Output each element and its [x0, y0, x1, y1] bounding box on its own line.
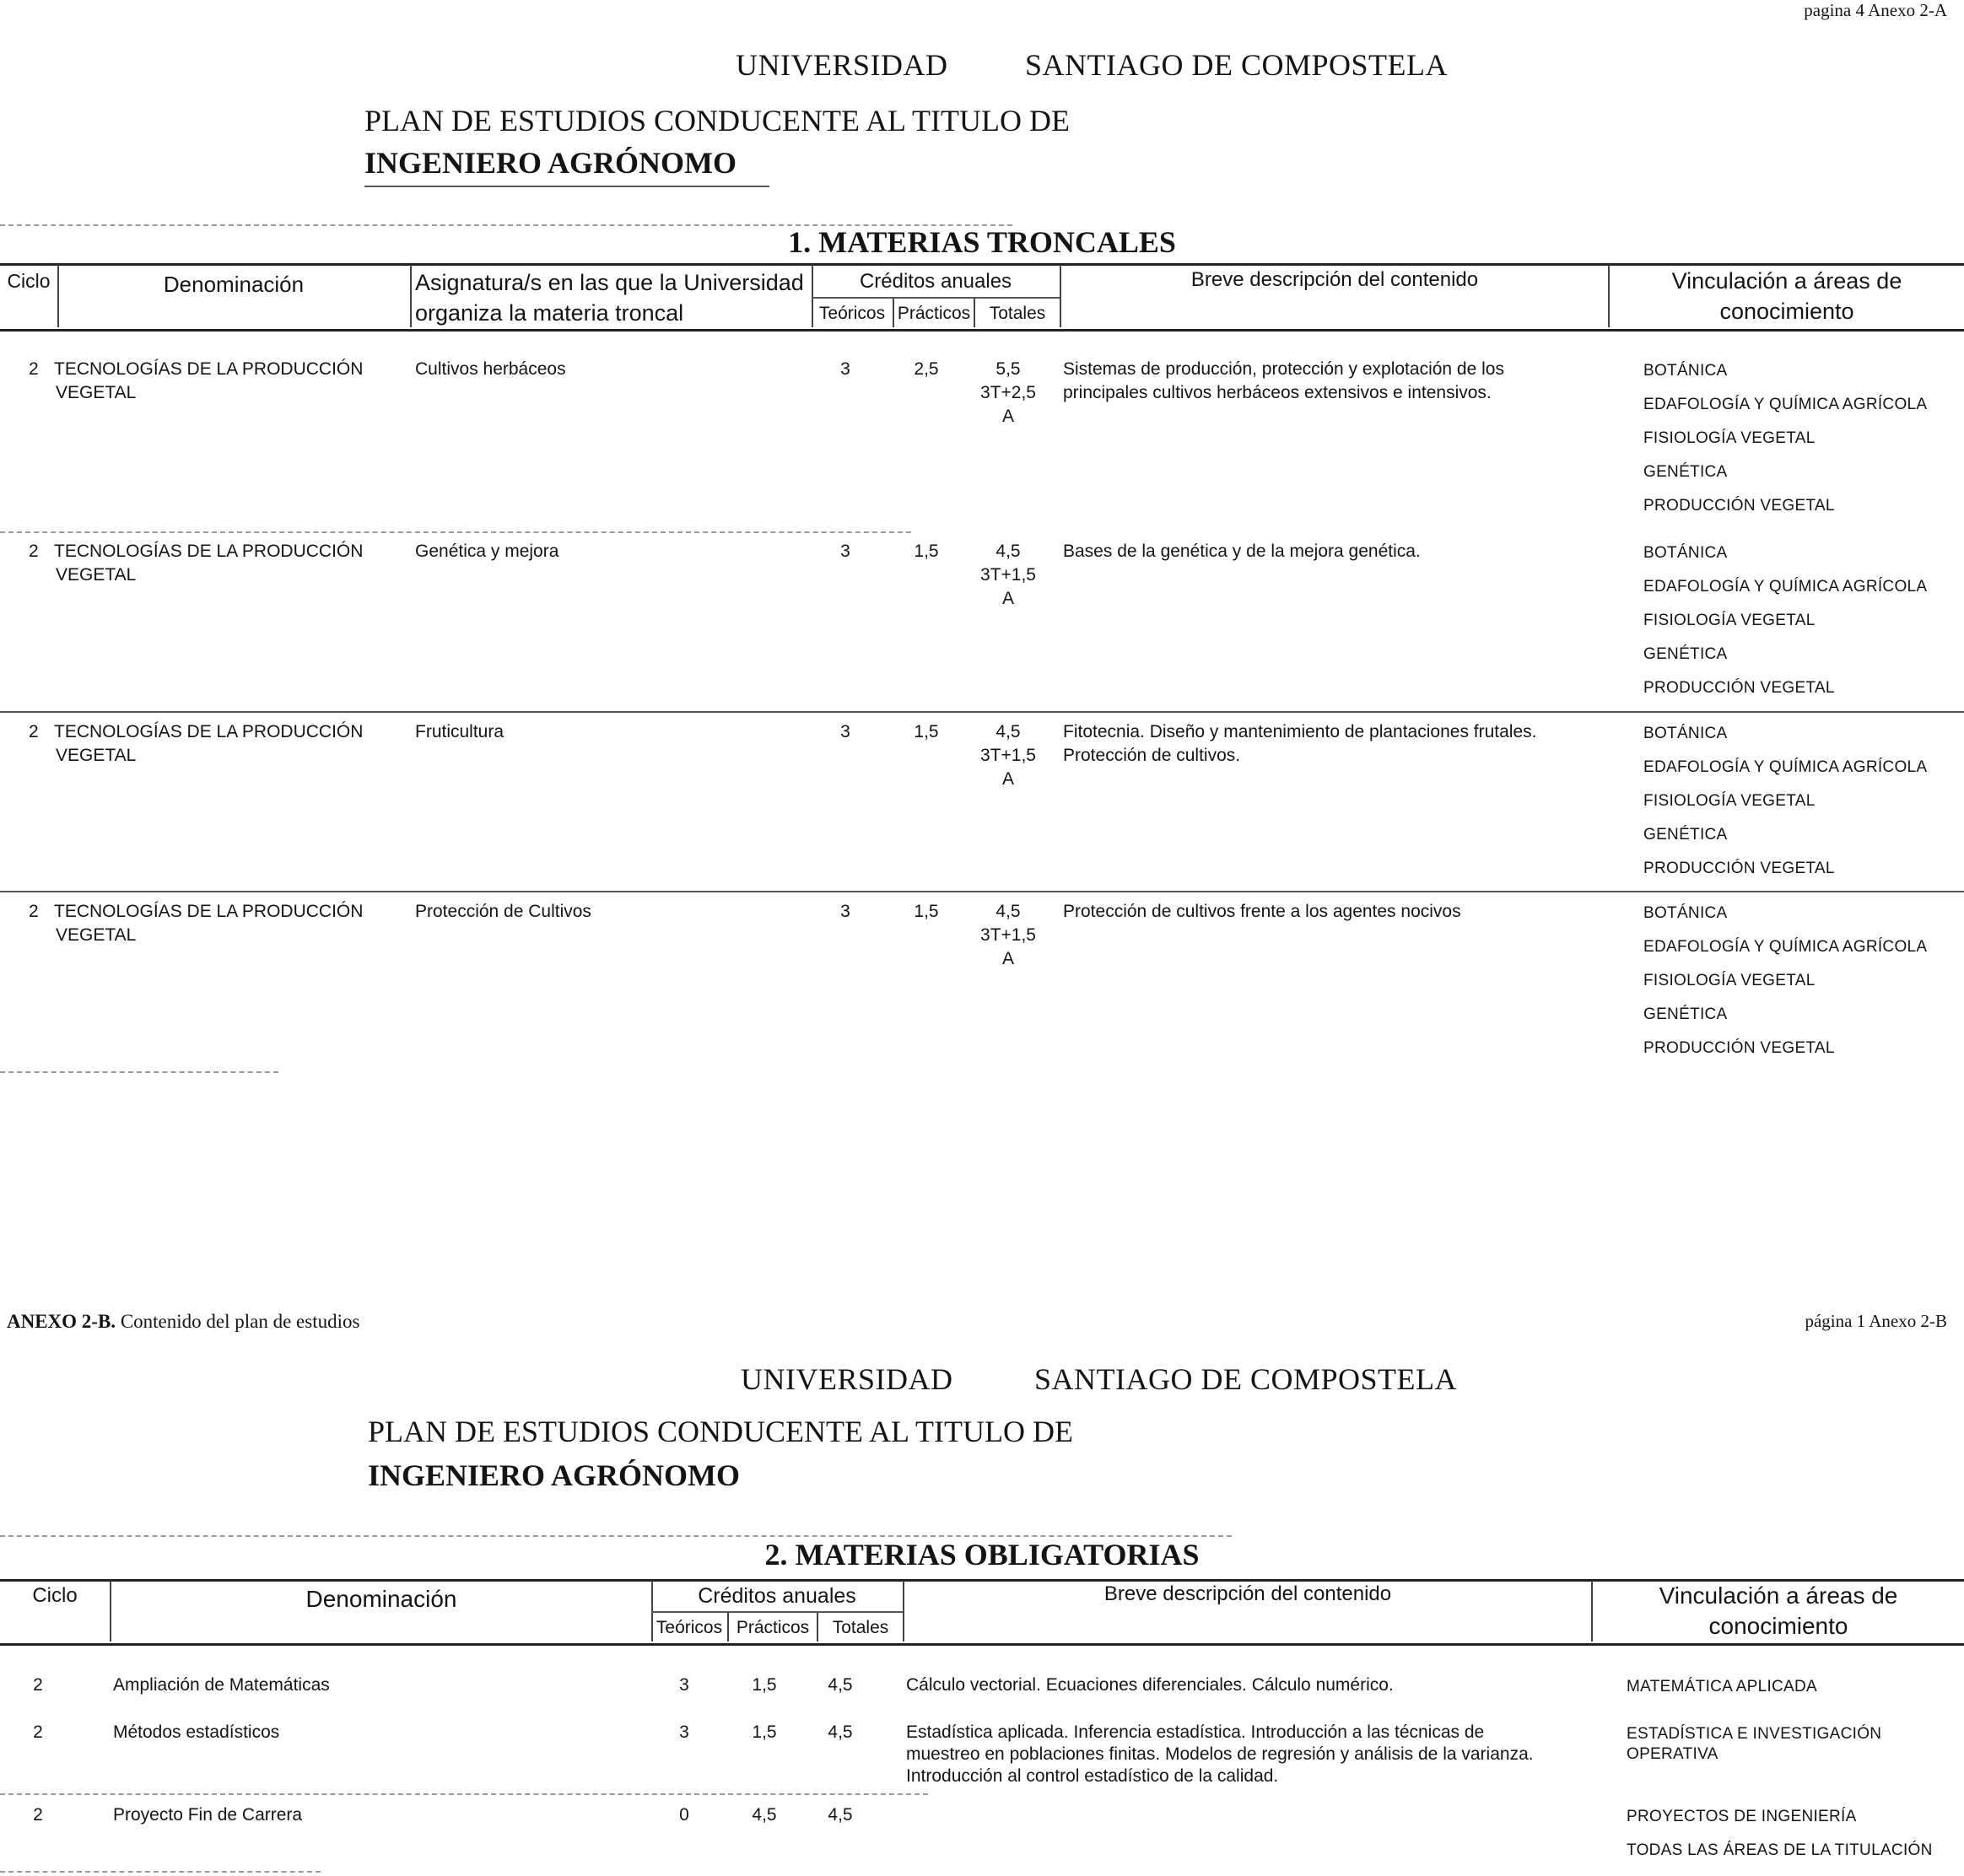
header-asignatura-line2: organiza la materia troncal [415, 300, 684, 326]
cell-area-line1: ESTADÍSTICA E INVESTIGACIÓN [1627, 1725, 1882, 1743]
cell-practicos: 2,5 [914, 359, 939, 379]
cell-ciclo: 2 [33, 1805, 43, 1825]
cell-ciclo: 2 [29, 359, 39, 379]
areas-list [1643, 545, 1927, 714]
cell-teoricos: 3 [840, 359, 850, 379]
cell-area-line1: PROYECTOS DE INGENIERÍA [1627, 1808, 1857, 1825]
cell-totales-line3: A [1001, 407, 1014, 426]
areas-list [1643, 725, 1927, 894]
header-vinculacion-line1: Vinculación a áreas de [1671, 268, 1902, 294]
cell-descripcion-line1: Sistemas de producción, protección y explotación de los [1063, 359, 1504, 379]
area-item: GENÉTICA [1643, 645, 1728, 663]
cell-teoricos: 3 [679, 1675, 689, 1695]
cell-teoricos: 3 [679, 1722, 689, 1742]
row-divider [0, 891, 1964, 892]
header-descripcion: Breve descripción del contenido [1190, 268, 1479, 291]
row-divider [0, 1793, 928, 1795]
cell-totales-line3: A [1001, 769, 1014, 789]
cell-denominacion-line1: TECNOLOGÍAS DE LA PRODUCCIÓN [54, 902, 364, 921]
area-item: BOTÁNICA [1643, 904, 1728, 922]
cell-teoricos: 3 [840, 902, 850, 921]
cell-totales-line1: 4,5 [995, 902, 1021, 921]
area-item: EDAFOLOGÍA Y QUÍMICA AGRÍCOLA [1643, 938, 1928, 956]
cell-descripcion-line1: Fitotecnia. Diseño y mantenimiento de plantaciones frutales. [1063, 722, 1537, 741]
areas-list [1643, 905, 1927, 1074]
cell-practicos: 1,5 [914, 542, 939, 561]
cell-teoricos: 0 [679, 1805, 689, 1825]
cell-area-line1: MATEMÁTICA APLICADA [1627, 1678, 1818, 1695]
header-creditos: Créditos anuales [698, 1584, 856, 1608]
cell-totales-line2: 3T+1,5 [980, 746, 1036, 765]
row-divider [0, 711, 1964, 713]
header-vinculacion-line2: conocimiento [1708, 1613, 1848, 1639]
area-item: FISIOLOGÍA VEGETAL [1643, 612, 1816, 629]
cell-descripcion-line1: Estadística aplicada. Inferencia estadística. Introducción a las técnicas de [906, 1722, 1485, 1742]
cell-totales: 4,5 [828, 1722, 853, 1742]
cell-denominacion: Métodos estadísticos [113, 1722, 280, 1742]
header-teoricos: Teóricos [656, 1618, 723, 1637]
degree-title: INGENIERO AGRÓNOMO [364, 146, 737, 180]
cell-ciclo: 2 [33, 1722, 43, 1742]
cell-denominacion-line2: VEGETAL [56, 925, 137, 945]
subheader-rule [651, 1611, 903, 1613]
cell-totales-line1: 4,5 [995, 542, 1021, 561]
area-item: FISIOLOGÍA VEGETAL [1643, 429, 1816, 447]
cell-totales-line1: 5,5 [995, 359, 1021, 379]
title-underline [364, 186, 769, 187]
annex-text: Contenido del plan de estudios [120, 1311, 360, 1332]
university-label: UNIVERSIDAD [741, 1362, 953, 1396]
area-item: FISIOLOGÍA VEGETAL [1643, 792, 1816, 810]
cell-denominacion-line2: VEGETAL [56, 565, 137, 585]
areas-list [1643, 363, 1927, 531]
cell-denominacion-line2: VEGETAL [56, 383, 137, 402]
university-label: UNIVERSIDAD [736, 48, 948, 82]
page-bottom-rule [0, 1871, 321, 1873]
area-item: PRODUCCIÓN VEGETAL [1643, 497, 1835, 515]
area-item: EDAFOLOGÍA Y QUÍMICA AGRÍCOLA [1643, 396, 1928, 413]
area-item: BOTÁNICA [1643, 362, 1728, 380]
cell-denominacion: Proyecto Fin de Carrera [113, 1805, 303, 1825]
cell-practicos: 4,5 [752, 1805, 777, 1825]
cell-totales: 4,5 [828, 1805, 853, 1825]
cell-totales: 4,5 [828, 1675, 853, 1695]
cell-denominacion-line1: TECNOLOGÍAS DE LA PRODUCCIÓN [54, 542, 364, 561]
cell-totales-line2: 3T+2,5 [980, 383, 1036, 402]
col-divider [410, 265, 412, 327]
header-asignatura-line1: Asignatura/s en las que la Universidad [415, 270, 804, 295]
area-item: PRODUCCIÓN VEGETAL [1643, 679, 1835, 697]
cell-totales-line2: 3T+1,5 [980, 565, 1036, 585]
cell-denominacion-line2: VEGETAL [56, 746, 137, 765]
cell-ciclo: 2 [29, 902, 39, 921]
cell-totales-line3: A [1001, 949, 1014, 968]
cell-practicos: 1,5 [752, 1722, 777, 1742]
section-title: 2. MATERIAS OBLIGATORIAS [764, 1538, 1200, 1571]
table-top-rule [0, 263, 1964, 266]
plan-label: PLAN DE ESTUDIOS CONDUCENTE AL TITULO DE [368, 1415, 1073, 1448]
cell-practicos: 1,5 [914, 902, 939, 921]
table-top-rule [0, 1579, 1964, 1582]
cell-ciclo: 2 [29, 542, 39, 561]
header-totales: Totales [989, 304, 1046, 323]
cell-totales-line1: 4,5 [995, 722, 1021, 741]
cell-descripcion-line1: Bases de la genética y de la mejora genética. [1063, 542, 1421, 561]
cell-ciclo: 2 [29, 722, 39, 741]
area-item: EDAFOLOGÍA Y QUÍMICA AGRÍCOLA [1643, 758, 1928, 776]
cell-practicos: 1,5 [914, 722, 939, 741]
table-header-rule [0, 329, 1964, 332]
university-name: SANTIAGO DE COMPOSTELA [1025, 48, 1449, 82]
degree-title: INGENIERO AGRÓNOMO [368, 1458, 741, 1492]
cell-practicos: 1,5 [752, 1675, 777, 1695]
area-item: PRODUCCIÓN VEGETAL [1643, 1039, 1835, 1057]
annex-heading [7, 1311, 359, 1333]
cell-asignatura: Genética y mejora [415, 542, 559, 561]
header-practicos: Prácticos [897, 304, 971, 323]
area-item: GENÉTICA [1643, 1005, 1728, 1023]
area-item: EDAFOLOGÍA Y QUÍMICA AGRÍCOLA [1643, 578, 1928, 596]
header-teoricos: Teóricos [818, 304, 886, 323]
page-number: pagina 4 Anexo 2-A [1804, 0, 1947, 20]
page-anexo-2b [0, 1299, 1964, 1876]
header-denominacion: Denominación [305, 1586, 457, 1612]
cell-descripcion-line1: Protección de cultivos frente a los agentes nocivos [1063, 902, 1461, 921]
plan-label: PLAN DE ESTUDIOS CONDUCENTE AL TITULO DE [364, 104, 1070, 137]
header-practicos: Prácticos [736, 1618, 810, 1637]
cell-asignatura: Cultivos herbáceos [415, 359, 566, 379]
cell-descripcion-line2: muestreo en poblaciones finitas. Modelos de regresión y análisis de la varianza. [906, 1744, 1534, 1764]
cell-teoricos: 3 [840, 542, 850, 561]
header-ciclo: Ciclo [7, 270, 51, 292]
cell-totales-line2: 3T+1,5 [980, 925, 1036, 945]
cell-denominacion-line1: TECNOLOGÍAS DE LA PRODUCCIÓN [54, 359, 364, 379]
cell-asignatura: Fruticultura [415, 722, 504, 741]
cell-area-line2: TODAS LAS ÁREAS DE LA TITULACIÓN [1627, 1841, 1933, 1859]
page-number: página 1 Anexo 2-B [1805, 1311, 1947, 1331]
area-item: GENÉTICA [1643, 826, 1728, 844]
header-creditos: Créditos anuales [859, 270, 1012, 293]
cell-area-line2: OPERATIVA [1627, 1745, 1718, 1763]
cell-denominacion: Ampliación de Matemáticas [113, 1675, 330, 1695]
university-name: SANTIAGO DE COMPOSTELA [1034, 1362, 1458, 1396]
header-ciclo: Ciclo [32, 1584, 78, 1607]
row-divider [0, 531, 911, 533]
subheader-rule [812, 297, 1060, 299]
area-item: BOTÁNICA [1643, 544, 1728, 562]
area-item: BOTÁNICA [1643, 725, 1728, 742]
header-totales: Totales [832, 1618, 889, 1637]
cell-denominacion-line1: TECNOLOGÍAS DE LA PRODUCCIÓN [54, 722, 364, 741]
header-vinculacion-line2: conocimiento [1719, 299, 1854, 324]
cell-totales-line3: A [1001, 589, 1014, 608]
table-header-rule [0, 1643, 1964, 1646]
cell-teoricos: 3 [840, 722, 850, 741]
cell-ciclo: 2 [33, 1675, 43, 1695]
cell-descripcion-line3: Introducción al control estadístico de la calidad. [906, 1766, 1279, 1786]
cell-asignatura: Protección de Cultivos [415, 902, 591, 921]
page-bottom-rule [0, 1071, 278, 1073]
area-item: FISIOLOGÍA VEGETAL [1643, 972, 1816, 989]
annex-label: ANEXO 2-B. [7, 1311, 116, 1332]
header-vinculacion-line1: Vinculación a áreas de [1659, 1582, 1898, 1609]
header-descripcion: Breve descripción del contenido [1103, 1582, 1392, 1605]
header-denominacion: Denominación [163, 272, 305, 297]
area-item: GENÉTICA [1643, 463, 1728, 481]
section-title: 1. MATERIAS TRONCALES [788, 225, 1176, 259]
cell-descripcion-line2: Protección de cultivos. [1063, 746, 1241, 765]
area-item: PRODUCCIÓN VEGETAL [1643, 860, 1835, 877]
cell-descripcion-line2: principales cultivos herbáceos extensivos e intensivos. [1063, 383, 1492, 402]
cell-descripcion-line1: Cálculo vectorial. Ecuaciones diferenciales. Cálculo numérico. [906, 1675, 1394, 1695]
